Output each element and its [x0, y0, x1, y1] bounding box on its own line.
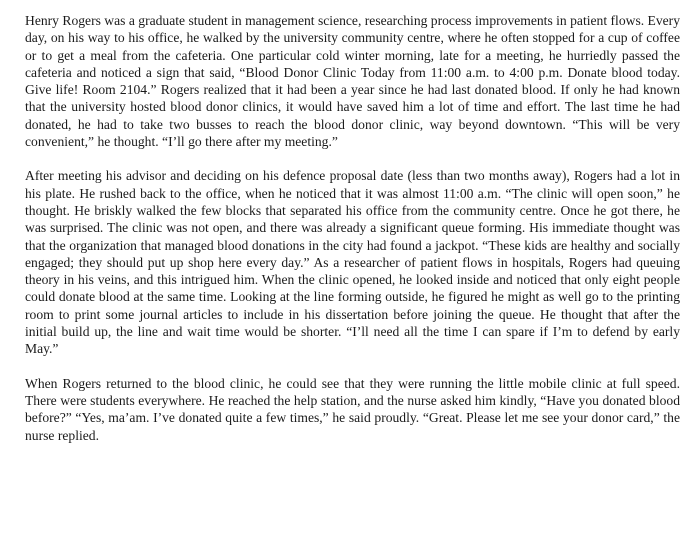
- document-body: [25, 12, 680, 461]
- paragraph-1: Henry Rogers was a graduate student in management science, researching process improvements in patient flows. Every day, on his way to his office, he walked by the university community centre, where he often stopped for a cup of coffee or to get a meal from the cafeteria. One particular cold winter morning, late for a meeting, he hurriedly passed the cafeteria and noticed a sign that said, “Blood Donor Clinic Today from 11:00 a.m. to 4:00 p.m. Donate blood today. Give life! Room 2104.” Rogers realized that it had been a year since he had last donated blood. If only he had known that the university hosted blood donor clinics, it would have saved him a lot of time and effort. The last time he had donated, he had to take two busses to reach the blood donor clinic, way beyond downtown. “This will be very convenient,” he thought. “I’ll go there after my meeting.”: [25, 13, 680, 150]
- paragraph-3: When Rogers returned to the blood clinic, he could see that they were running the little mobile clinic at full speed. There were students everywhere. He reached the help station, and the nurse asked him kindly, “Have you donated blood before?” “Yes, ma’am. I’ve donated quite a few times,” he said proudly. “Great. Please let me see your donor card,” the nurse replied.: [25, 375, 680, 443]
- paragraph-2: After meeting his advisor and deciding on his defence proposal date (less than two months away), Rogers had a lot in his plate. He rushed back to the office, when he noticed that it was almost 11:00 a.m. “The clinic will open soon,” he thought. He briskly walked the few blocks that separated his office from the community centre. Once he got there, he was surprised. The clinic was not open, and there was already a significant queue forming. His immediate thought was that the organization that managed blood donations in the city had found a jackpot. “These kids are healthy and socially engaged; they should put up shop here every day.” As a researcher of patient flows in hospitals, Rogers had queuing theory in his veins, and this intrigued him. When the clinic opened, he looked inside and noticed that only eight people could donate blood at the same time. Looking at the line forming outside, he figured he might as well go to the printing room to print some journal articles to include in his dissertation before joining the queue. He thought that after the initial build up, the line and wait time would be shorter. “I’ll need all the time I can spare if I’m to defend by early May.”: [25, 168, 680, 357]
